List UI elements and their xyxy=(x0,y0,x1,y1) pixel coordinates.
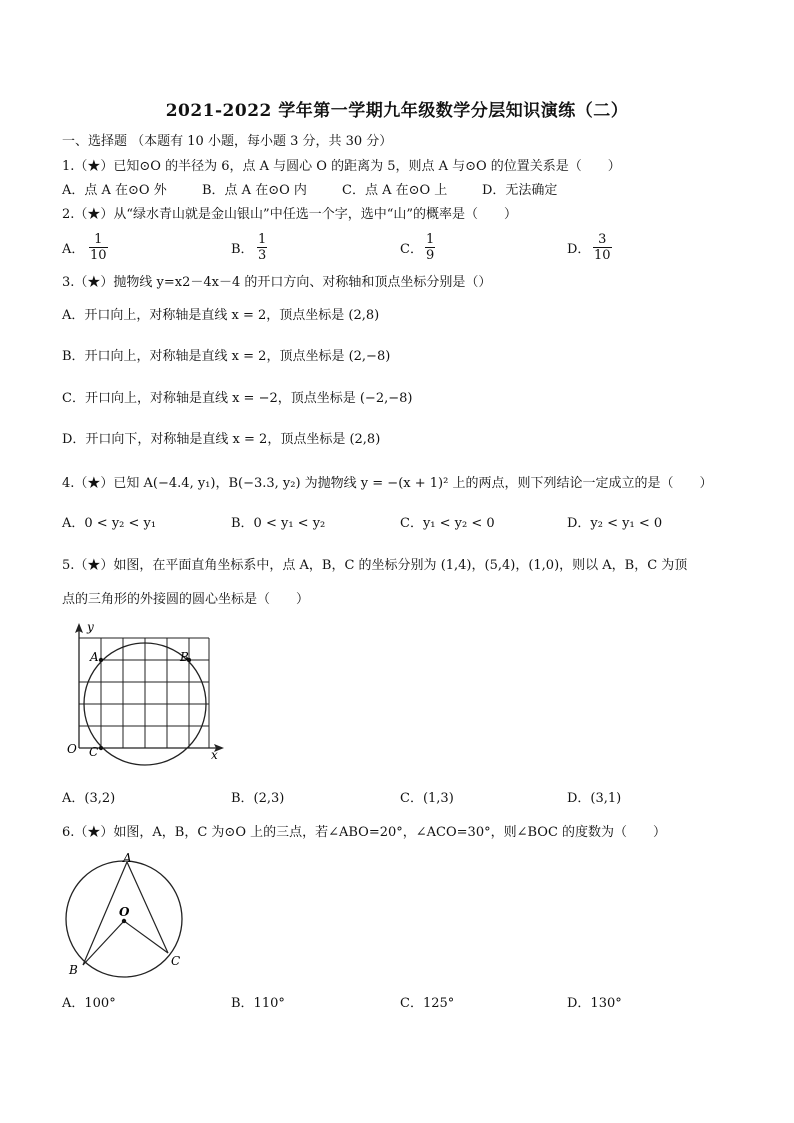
q5-option-c[interactable]: C．(1,3) xyxy=(400,791,454,806)
q3-option-c[interactable]: C．开口向上，对称轴是直线 x = −2，顶点坐标是 (−2,−8) xyxy=(62,391,413,406)
q6-stem: 6.（★）如图，A，B，C 为⊙O 上的三点，若∠ABO=20°，∠ACO=30°，则∠BOC 的度数为（ ） xyxy=(62,825,667,840)
point-a-label: A xyxy=(123,851,132,865)
q3-option-b[interactable]: B．开口向上，对称轴是直线 x = 2，顶点坐标是 (2,−8) xyxy=(62,349,391,364)
q3-option-a[interactable]: A．开口向上，对称轴是直线 x = 2，顶点坐标是 (2,8) xyxy=(62,308,380,323)
q5-stem-line1: 5.（★）如图，在平面直角坐标系中，点 A，B，C 的坐标分别为 (1,4)，(5,4)，(1,0)，则以 A，B，C 为顶 xyxy=(62,558,688,573)
fraction-numerator: 1 xyxy=(258,232,267,247)
fraction-denominator: 9 xyxy=(426,248,435,263)
section-heading: 一、选择题 （本题有 10 小题，每小题 3 分，共 30 分） xyxy=(62,134,393,149)
q1-option-a[interactable]: A．点 A 在⊙O 外 xyxy=(62,183,167,198)
q4-option-d[interactable]: D．y₂ < y₁ < 0 xyxy=(567,516,663,531)
q4-stem: 4.（★）已知 A(−4.4, y₁)，B(−3.3, y₂) 为抛物线 y = −(x + 1)² 上的两点，则下列结论一定成立的是（ ） xyxy=(62,476,713,491)
fraction-denominator: 3 xyxy=(258,248,267,263)
fraction-numerator: 1 xyxy=(89,232,108,248)
point-b-label: B xyxy=(180,650,189,664)
q1-option-b[interactable]: B．点 A 在⊙O 内 xyxy=(202,183,307,198)
point-c xyxy=(99,746,103,750)
fraction-numerator: 1 xyxy=(426,232,435,247)
q3-option-d[interactable]: D．开口向下，对称轴是直线 x = 2，顶点坐标是 (2,8) xyxy=(62,432,381,447)
q5-option-a[interactable]: A．(3,2) xyxy=(62,791,116,806)
q4-option-b[interactable]: B．0 < y₁ < y₂ xyxy=(231,516,326,531)
q6-option-d[interactable]: D．130° xyxy=(567,996,622,1011)
y-axis-label: y xyxy=(87,620,94,634)
q6-circle-figure xyxy=(58,848,198,978)
fraction-numerator: 3 xyxy=(593,232,612,248)
x-axis-label: x xyxy=(211,748,218,762)
page-title: 2021-2022 学年第一学期九年级数学分层知识演练（二） xyxy=(165,101,629,121)
point-o-label: O xyxy=(119,905,130,919)
q2-option-a-letter[interactable]: A． xyxy=(62,242,85,257)
q2-option-d-fraction xyxy=(593,232,612,263)
point-b-label: B xyxy=(69,963,78,977)
point-c-label: C xyxy=(171,954,181,968)
q5-option-b[interactable]: B．(2,3) xyxy=(231,791,285,806)
q5-option-d[interactable]: D．(3,1) xyxy=(567,791,622,806)
q2-option-d-letter[interactable]: D． xyxy=(567,242,591,257)
q4-option-c[interactable]: C．y₁ < y₂ < 0 xyxy=(400,516,495,531)
q1-option-d[interactable]: D．无法确定 xyxy=(482,183,558,198)
q2-option-b-fraction xyxy=(257,232,267,263)
q2-option-c-letter[interactable]: C． xyxy=(400,242,423,257)
origin-label: O xyxy=(67,742,77,756)
q4-option-a[interactable]: A．0 < y₂ < y₁ xyxy=(62,516,157,531)
point-a xyxy=(99,658,103,662)
q6-option-b[interactable]: B．110° xyxy=(231,996,285,1011)
q1-option-c[interactable]: C．点 A 在⊙O 上 xyxy=(342,183,448,198)
q1-stem: 1.（★）已知⊙O 的半径为 6，点 A 与圆心 O 的距离为 5，则点 A 与⊙O 的位置关系是（ ） xyxy=(62,159,621,174)
q6-option-a[interactable]: A．100° xyxy=(62,996,116,1011)
q5-coordinate-figure xyxy=(60,618,230,768)
q2-option-a-fraction xyxy=(89,232,108,263)
fraction-denominator: 10 xyxy=(594,248,611,263)
fraction-denominator: 10 xyxy=(90,248,107,263)
q2-option-b-letter[interactable]: B． xyxy=(231,242,254,257)
q2-option-c-fraction xyxy=(425,232,435,263)
point-c-label: C xyxy=(89,745,99,759)
q2-stem: 2.（★）从“绿水青山就是金山银山”中任选一个字，选中“山”的概率是（ ） xyxy=(62,207,517,222)
center-point xyxy=(122,919,126,923)
q5-stem-line2: 点的三角形的外接圆的圆心坐标是（ ） xyxy=(62,592,310,607)
q3-stem: 3.（★）抛物线 y=x2－4x－4 的开口方向、对称轴和顶点坐标分别是（） xyxy=(62,275,492,290)
point-a-label: A xyxy=(90,650,99,664)
q6-option-c[interactable]: C．125° xyxy=(400,996,455,1011)
